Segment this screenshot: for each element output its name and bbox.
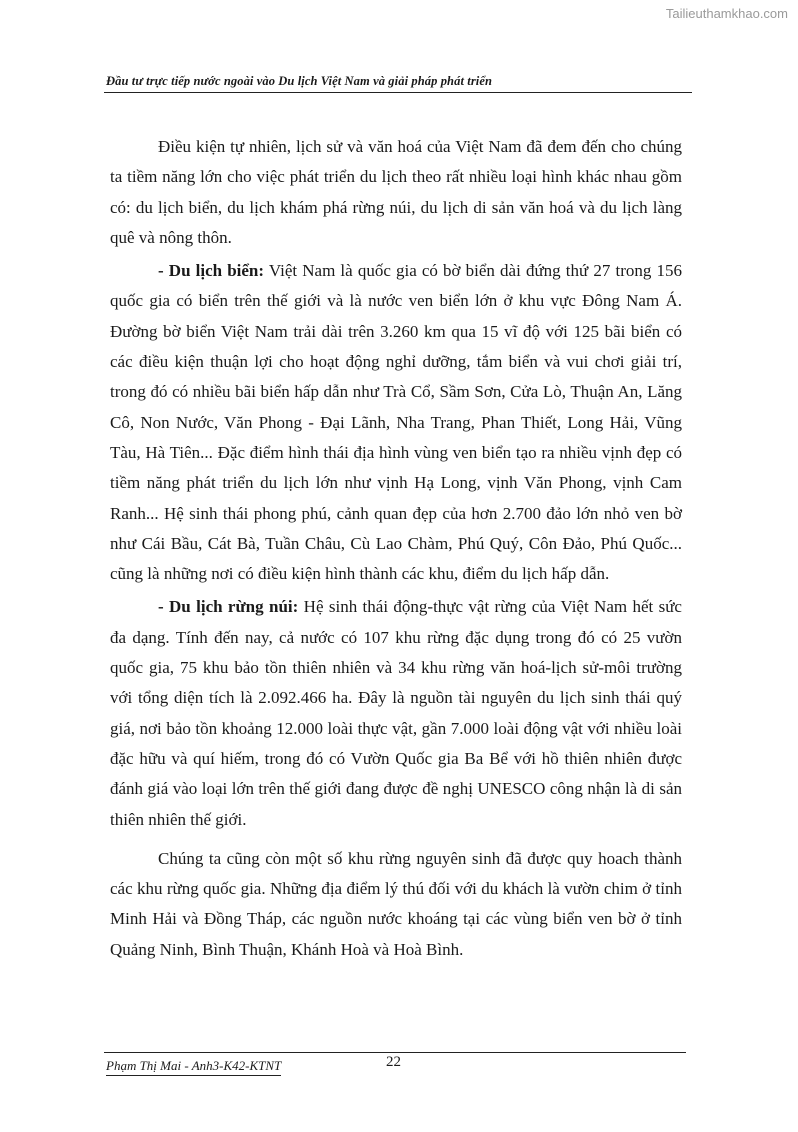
footer-author-text: Phạm Thị Mai - Anh3-K42-KTNT xyxy=(106,1058,282,1073)
footer-rule xyxy=(104,1052,686,1053)
page-header xyxy=(104,72,692,94)
header-title: Đầu tư trực tiếp nước ngoài vào Du lịch Việt Nam và giải pháp phát triển xyxy=(106,74,493,88)
page-number: 22 xyxy=(386,1054,401,1070)
header-rule xyxy=(104,92,692,93)
beach-tourism-paragraph xyxy=(110,256,682,589)
forest-tourism-text: Hệ sinh thái động-thực vật rừng của Việt Nam hết sức đa dạng. Tính đến nay, cả nước có 107 khu rừng đặc dụng trong đó có 25 vườn quốc gia, 75 khu bảo tồn thiên nhiên và 34 khu rừng văn hoá-lịch sử-môi trường với tổng diện tích là 2.092.466 ha. Đây là nguồn tài nguyên du lịch sinh thái quý giá, nơi bảo tồn khoảng 12.000 loài thực vật, gần 7.000 loài động vật với nhiều loài đặc hữu và quí hiếm, trong đó có Vườn Quốc gia Ba Bể với hồ thiên nhiên được đánh giá vào loại lớn trên thế giới đang được đề nghị UNESCO công nhận là di sản thiên nhiên thế giới. xyxy=(110,597,682,829)
national-forests-paragraph: Chúng ta cũng còn một số khu rừng nguyên sinh đã được quy hoach thành các khu rừng quốc gia. Những địa điểm lý thú đối với du khách là vườn chim ở tỉnh Minh Hải và Đồng Tháp, các nguồn nước khoáng tại các vùng biển ven bờ ở tỉnh Quảng Ninh, Bình Thuận, Khánh Hoà và Hoà Bình. xyxy=(110,848,682,959)
page-body xyxy=(110,132,682,965)
watermark-text: Tailieuthamkhao.com xyxy=(665,6,788,21)
footer-author xyxy=(106,1058,281,1074)
intro-paragraph: Điều kiện tự nhiên, lịch sử và văn hoá của Việt Nam đã đem đến cho chúng ta tiềm năng lớn cho việc phát triển du lịch theo rất nhiều loại hình khác nhau gồm có: du lịch biển, du lịch khám phá rừng núi, du lịch di sản văn hoá và du lịch làng quê và nông thôn. xyxy=(110,137,682,247)
forest-tourism-label: - Du lịch rừng núi: xyxy=(158,597,299,617)
beach-tourism-text: Việt Nam là quốc gia có bờ biển dài đứng thứ 27 trong 156 quốc gia có biển trên thế giới và là nước ven biển lớn ở khu vực Đông Nam Á. Đường bờ biển Việt Nam trải dài trên 3.260 km qua 15 vĩ độ với 125 bãi biển có các điều kiện thuận lợi cho hoạt động nghỉ dưỡng, tắm biển và vui chơi giải trí, trong đó có nhiều bãi biển hấp dẫn như Trà Cổ, Sầm Sơn, Cửa Lò, Thuận An, Lăng Cô, Non Nước, Văn Phong - Đại Lãnh, Nha Trang, Phan Thiết, Long Hải, Vũng Tàu, Hà Tiên... Đặc điểm hình thái địa hình vùng ven biển tạo ra nhiều vịnh đẹp có tiềm năng phát triển du lịch lớn như vịnh Hạ Long, vịnh Văn Phong, vịnh Cam Ranh... Hệ sinh thái phong phú, cảnh quan đẹp của hơn 2.700 đảo lớn nhỏ ven bờ như Cái Bầu, Cát Bà, Tuần Châu, Cù Lao Chàm, Phú Quý, Côn Đảo, Phú Quốc... cũng là những nơi có điều kiện hình thành các khu, điểm du lịch hấp dẫn. xyxy=(110,261,682,584)
page-footer xyxy=(104,1052,686,1082)
beach-tourism-label: - Du lịch biển: xyxy=(158,261,265,281)
forest-tourism-paragraph xyxy=(110,592,682,834)
